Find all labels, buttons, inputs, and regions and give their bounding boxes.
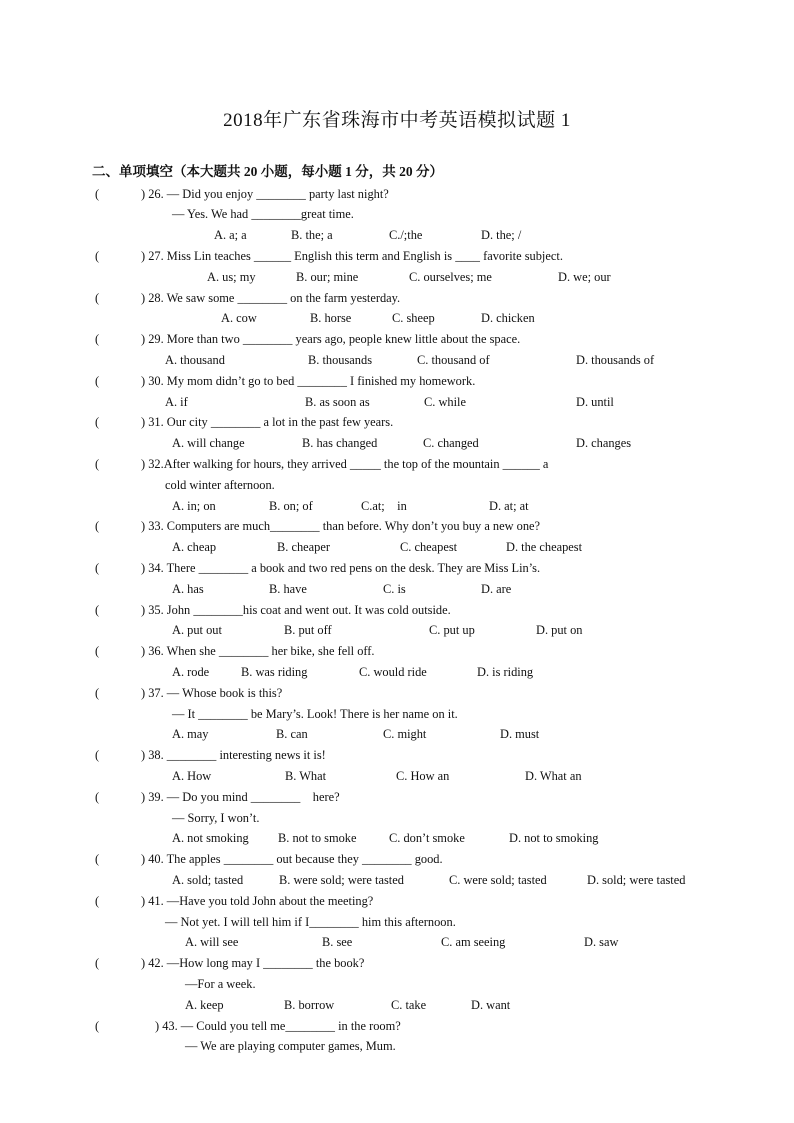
answer-blank: ( (95, 956, 100, 970)
question-continuation: —For a week. (185, 977, 256, 991)
option-c: C. changed (423, 436, 479, 450)
option-c: C./;the (389, 228, 423, 242)
option-a: A. may (172, 727, 209, 741)
option-c: C.at; in (361, 499, 407, 513)
option-a: A. will change (172, 436, 245, 450)
answer-blank: ( (95, 561, 100, 575)
question-continuation: — We are playing computer games, Mum. (185, 1039, 396, 1053)
option-d: D. thousands of (576, 353, 655, 367)
option-b: B. horse (310, 311, 352, 325)
question-stem: ) 41. —Have you told John about the meeting? (141, 894, 374, 908)
option-d: D. the; / (481, 228, 522, 242)
answer-blank: ( (95, 519, 100, 533)
option-a: A. will see (185, 935, 239, 949)
answer-blank: ( (95, 603, 100, 617)
option-b: B. were sold; were tasted (279, 873, 404, 887)
option-c: C. put up (429, 623, 475, 637)
option-d: D. changes (576, 436, 632, 450)
option-c: C. cheapest (400, 540, 458, 554)
question-stem: ) 39. — Do you mind ________ here? (141, 790, 340, 804)
question-continuation: — Sorry, I won’t. (172, 811, 260, 825)
option-c: C. were sold; tasted (449, 873, 547, 887)
question-continuation: — Yes. We had ________great time. (172, 207, 354, 221)
option-a: A. in; on (172, 499, 216, 513)
question-stem: ) 34. There ________ a book and two red pens on the desk. They are Miss Lin’s. (141, 561, 541, 575)
question-stem: ) 29. More than two ________ years ago, people knew little about the space. (141, 332, 521, 346)
option-c: C. take (391, 998, 427, 1012)
answer-blank: ( (95, 187, 100, 201)
option-a: A. cheap (172, 540, 217, 554)
option-a: A. sold; tasted (172, 873, 244, 887)
option-d: D. want (471, 998, 511, 1012)
page-title: 2018年广东省珠海市中考英语模拟试题 1 (223, 110, 571, 131)
question-stem: ) 26. — Did you enjoy ________ party last night? (141, 187, 389, 201)
option-c: C. ourselves; me (409, 270, 492, 284)
answer-blank: ( (95, 415, 100, 429)
option-d: D. is riding (477, 665, 534, 679)
question-continuation: cold winter afternoon. (165, 478, 275, 492)
option-b: B. cheaper (277, 540, 330, 554)
question-stem: ) 35. John ________his coat and went out. It was cold outside. (141, 603, 451, 617)
option-a: A. keep (185, 998, 224, 1012)
option-d: D. we; our (558, 270, 611, 284)
option-d: D. What an (525, 769, 582, 783)
option-c: C. don’t smoke (389, 831, 465, 845)
answer-blank: ( (95, 790, 100, 804)
option-d: D. sold; were tasted (587, 873, 686, 887)
option-c: C. How an (396, 769, 450, 783)
option-b: B. not to smoke (278, 831, 357, 845)
option-c: C. am seeing (441, 935, 506, 949)
option-b: B. see (322, 935, 353, 949)
question-stem: ) 30. My mom didn’t go to bed ________ I finished my homework. (141, 374, 476, 388)
option-d: D. saw (584, 935, 619, 949)
option-b: B. can (276, 727, 308, 741)
question-stem: ) 37. — Whose book is this? (141, 686, 283, 700)
option-c: C. would ride (359, 665, 427, 679)
option-d: D. at; at (489, 499, 529, 513)
option-a: A. thousand (165, 353, 225, 367)
option-d: D. not to smoking (509, 831, 599, 845)
question-stem: ) 43. — Could you tell me________ in the room? (155, 1019, 401, 1033)
answer-blank: ( (95, 332, 100, 346)
answer-blank: ( (95, 374, 100, 388)
question-stem: ) 42. —How long may I ________ the book? (141, 956, 365, 970)
option-c: C. thousand of (417, 353, 490, 367)
option-b: B. as soon as (305, 395, 370, 409)
question-stem: ) 32.After walking for hours, they arrived _____ the top of the mountain ______ a (141, 457, 549, 471)
answer-blank: ( (95, 686, 100, 700)
question-stem: ) 31. Our city ________ a lot in the past few years. (141, 415, 394, 429)
option-b: B. put off (284, 623, 332, 637)
answer-blank: ( (95, 894, 100, 908)
option-b: B. our; mine (296, 270, 359, 284)
answer-blank: ( (95, 291, 100, 305)
option-a: A. has (172, 582, 204, 596)
option-d: D. are (481, 582, 512, 596)
option-b: B. have (269, 582, 307, 596)
section-heading: 二、单项填空（本大题共 20 小题，每小题 1 分，共 20 分） (92, 164, 443, 179)
question-stem: ) 36. When she ________ her bike, she fell off. (141, 644, 375, 658)
option-b: B. on; of (269, 499, 313, 513)
option-d: D. put on (536, 623, 583, 637)
answer-blank: ( (95, 1019, 100, 1033)
question-stem: ) 40. The apples ________ out because they ________ good. (141, 852, 443, 866)
option-a: A. cow (221, 311, 257, 325)
question-continuation: — It ________ be Mary’s. Look! There is her name on it. (172, 707, 458, 721)
option-d: D. chicken (481, 311, 535, 325)
answer-blank: ( (95, 457, 100, 471)
option-d: D. must (500, 727, 540, 741)
option-b: B. borrow (284, 998, 335, 1012)
question-continuation: — Not yet. I will tell him if I________ him this afternoon. (165, 915, 456, 929)
option-b: B. the; a (291, 228, 333, 242)
option-b: B. has changed (302, 436, 378, 450)
answer-blank: ( (95, 748, 100, 762)
option-c: C. sheep (392, 311, 435, 325)
question-stem: ) 27. Miss Lin teaches ______ English this term and English is ____ favorite subject. (141, 249, 563, 263)
answer-blank: ( (95, 644, 100, 658)
option-b: B. thousands (308, 353, 373, 367)
answer-blank: ( (95, 852, 100, 866)
option-c: C. might (383, 727, 427, 741)
question-stem: ) 28. We saw some ________ on the farm yesterday. (141, 291, 401, 305)
option-d: D. until (576, 395, 614, 409)
option-c: C. while (424, 395, 466, 409)
option-d: D. the cheapest (506, 540, 583, 554)
option-a: A. put out (172, 623, 222, 637)
option-a: A. rode (172, 665, 210, 679)
option-a: A. a; a (214, 228, 247, 242)
option-a: A. us; my (207, 270, 256, 284)
answer-blank: ( (95, 249, 100, 263)
question-stem: ) 33. Computers are much________ than before. Why don’t you buy a new one? (141, 519, 541, 533)
option-a: A. How (172, 769, 212, 783)
option-a: A. not smoking (172, 831, 249, 845)
option-c: C. is (383, 582, 406, 596)
option-b: B. was riding (241, 665, 308, 679)
option-a: A. if (165, 395, 188, 409)
question-stem: ) 38. ________ interesting news it is! (141, 748, 326, 762)
option-b: B. What (285, 769, 327, 783)
